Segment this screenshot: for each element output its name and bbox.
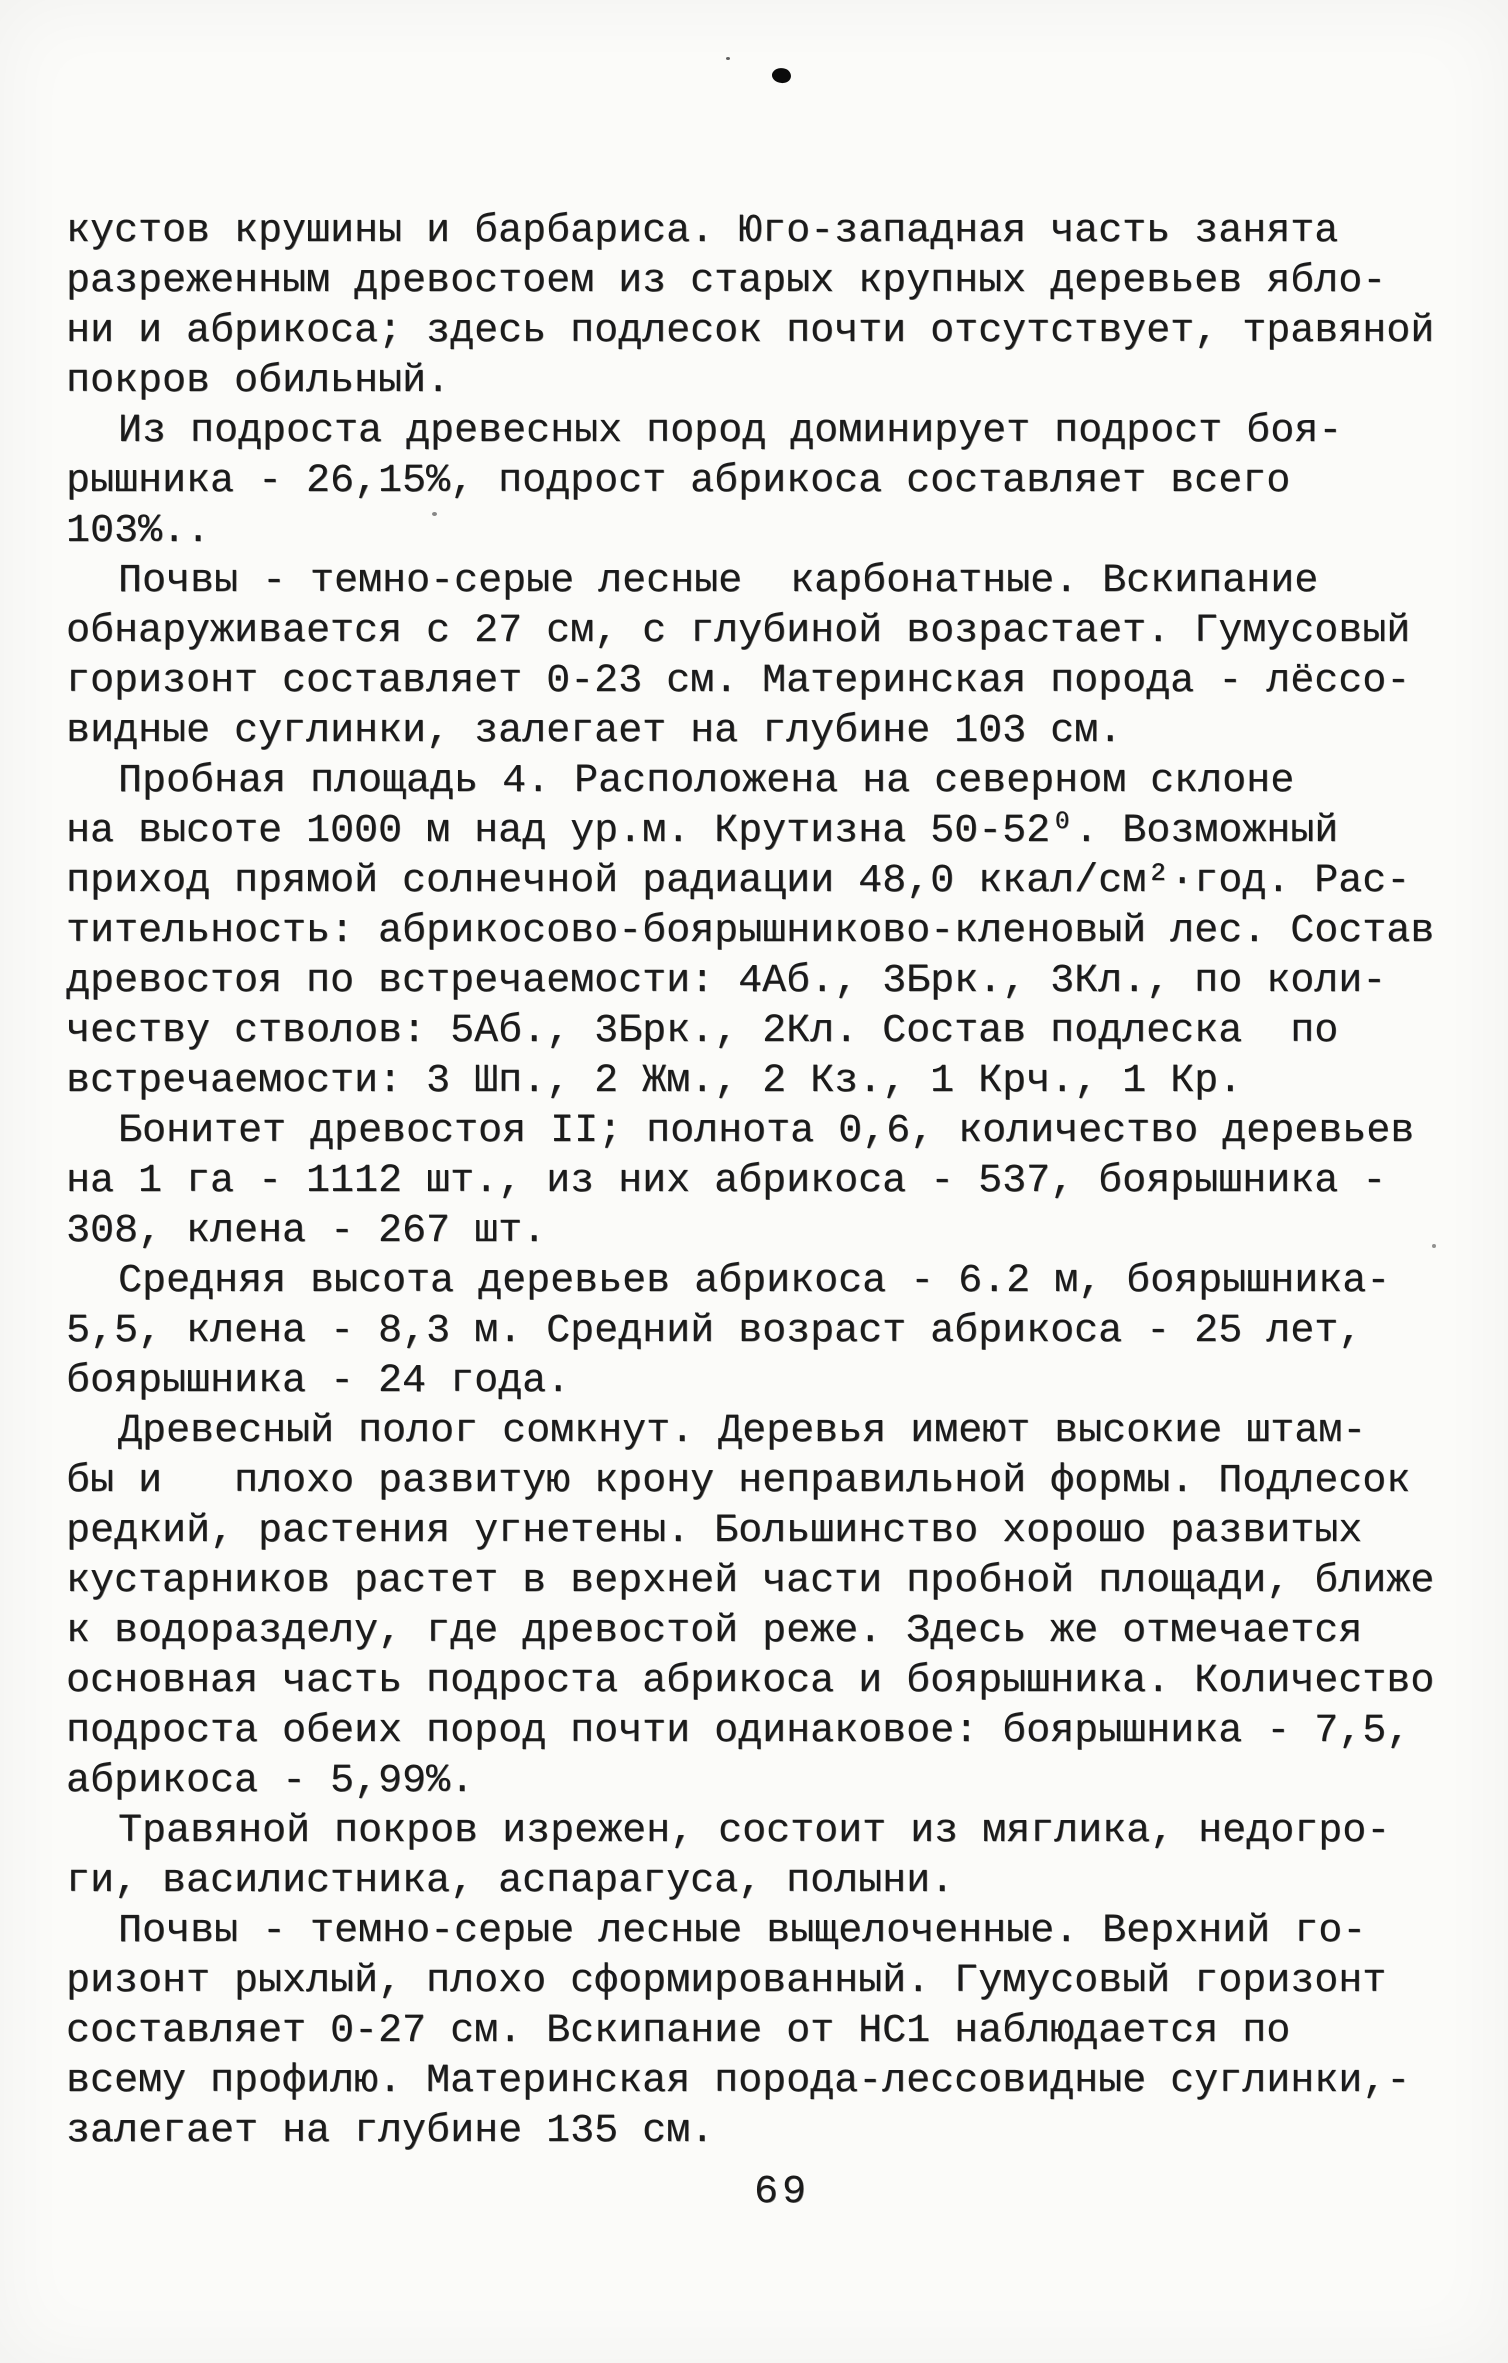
text-line: тительность: абрикосово-боярышниково-кленовый лес. Состав <box>66 909 1435 954</box>
text-line: кустов крушины и барбариса. Юго-западная часть занята <box>66 209 1339 254</box>
text-line: Средняя высота деревьев абрикоса - 6.2 м, боярышника- <box>118 1259 1391 1304</box>
text-line: подроста обеих пород почти одинаковое: боярышника - 7,5, <box>66 1709 1411 1754</box>
text-line: разреженным древостоем из старых крупных деревьев ябло- <box>66 259 1387 304</box>
text-line: 5,5, клена - 8,3 м. Средний возраст абрикоса - 25 лет, <box>66 1309 1363 1354</box>
ink-speck <box>726 57 730 60</box>
text-line: древостоя по встречаемости: 4Аб., 3Брк., 3Кл., по коли- <box>66 959 1387 1004</box>
text-line: боярышника - 24 года. <box>66 1359 571 1404</box>
text-line: горизонт составляет 0-23 см. Материнская порода - лёссо- <box>66 659 1411 704</box>
text-line: Из подроста древесных пород доминирует подрост боя- <box>118 409 1343 454</box>
text-line: на 1 га - 1112 шт., из них абрикоса - 537, боярышника - <box>66 1159 1387 1204</box>
ink-spot <box>770 66 792 85</box>
text-line: редкий, растения угнетены. Большинство хорошо развитых <box>66 1509 1363 1554</box>
text-line: покров обильный. <box>66 359 451 404</box>
paragraph <box>66 407 1466 557</box>
text-line: встречаемости: 3 Шп., 2 Жм., 2 Кз., 1 Крч., 1 Кр. <box>66 1059 1243 1104</box>
text-line: на высоте 1000 м над ур.м. Крутизна 50-52⁰. Возможный <box>66 809 1339 854</box>
page-number: 69 <box>753 2170 811 2215</box>
text-line: видные суглинки, залегает на глубине 103 см. <box>66 709 1123 754</box>
page-text <box>66 207 1466 2157</box>
paragraph <box>66 1907 1466 2157</box>
text-line: обнаруживается с 27 см, с глубиной возрастает. Гумусовый <box>66 609 1411 654</box>
text-line: всему профилю. Материнская порода-лессовидные суглинки,- <box>66 2059 1411 2104</box>
paragraph <box>66 1107 1466 1257</box>
text-line: основная часть подроста абрикоса и боярышника. Количество <box>66 1659 1435 1704</box>
text-line: составляет 0-27 см. Вскипание от HC1 наблюдается по <box>66 2009 1291 2054</box>
text-line: залегает на глубине 135 см. <box>66 2109 715 2154</box>
text-line: ризонт рыхлый, плохо сформированный. Гумусовый горизонт <box>66 1959 1387 2004</box>
text-line: к водоразделу, где древостой реже. Здесь же отмечается <box>66 1609 1363 1654</box>
text-line: бы и плохо развитую крону неправильной формы. Подлесок <box>66 1459 1411 1504</box>
paragraph <box>66 1407 1466 1807</box>
paragraph <box>66 207 1466 407</box>
text-line: приход прямой солнечной радиации 48,0 ккал/см²·год. Рас- <box>66 859 1411 904</box>
text-line: Травяной покров изрежен, состоит из мяглика, недогро- <box>118 1809 1391 1854</box>
paragraph <box>66 757 1466 1107</box>
text-line: ги, василистника, аспарагуса, полыни. <box>66 1859 955 1904</box>
text-line: 308, клена - 267 шт. <box>66 1209 547 1254</box>
text-line: абрикоса - 5,99%. <box>66 1759 475 1804</box>
text-line: ни и абрикоса; здесь подлесок почти отсутствует, травяной <box>66 309 1435 354</box>
text-line: Пробная площадь 4. Расположена на северном склоне <box>118 759 1295 804</box>
text-line: Почвы - темно-серые лесные карбонатные. Вскипание <box>118 559 1319 604</box>
paragraph <box>66 1807 1466 1907</box>
text-line: 103%.. <box>66 509 211 554</box>
paragraph <box>66 557 1466 757</box>
text-line: Почвы - темно-серые лесные выщелоченные. Верхний го- <box>118 1909 1367 1954</box>
text-line: Бонитет древостоя II; полнота 0,6, количество деревьев <box>118 1109 1415 1154</box>
text-line: честву стволов: 5Аб., 3Брк., 2Кл. Состав подлеска по <box>66 1009 1339 1054</box>
paragraph <box>66 1257 1466 1407</box>
text-line: кустарников растет в верхней части пробной площади, ближе <box>66 1559 1435 1604</box>
text-line: Древесный полог сомкнут. Деревья имеют высокие штам- <box>118 1409 1367 1454</box>
text-line: рышника - 26,15%, подрост абрикоса составляет всего <box>66 459 1291 504</box>
